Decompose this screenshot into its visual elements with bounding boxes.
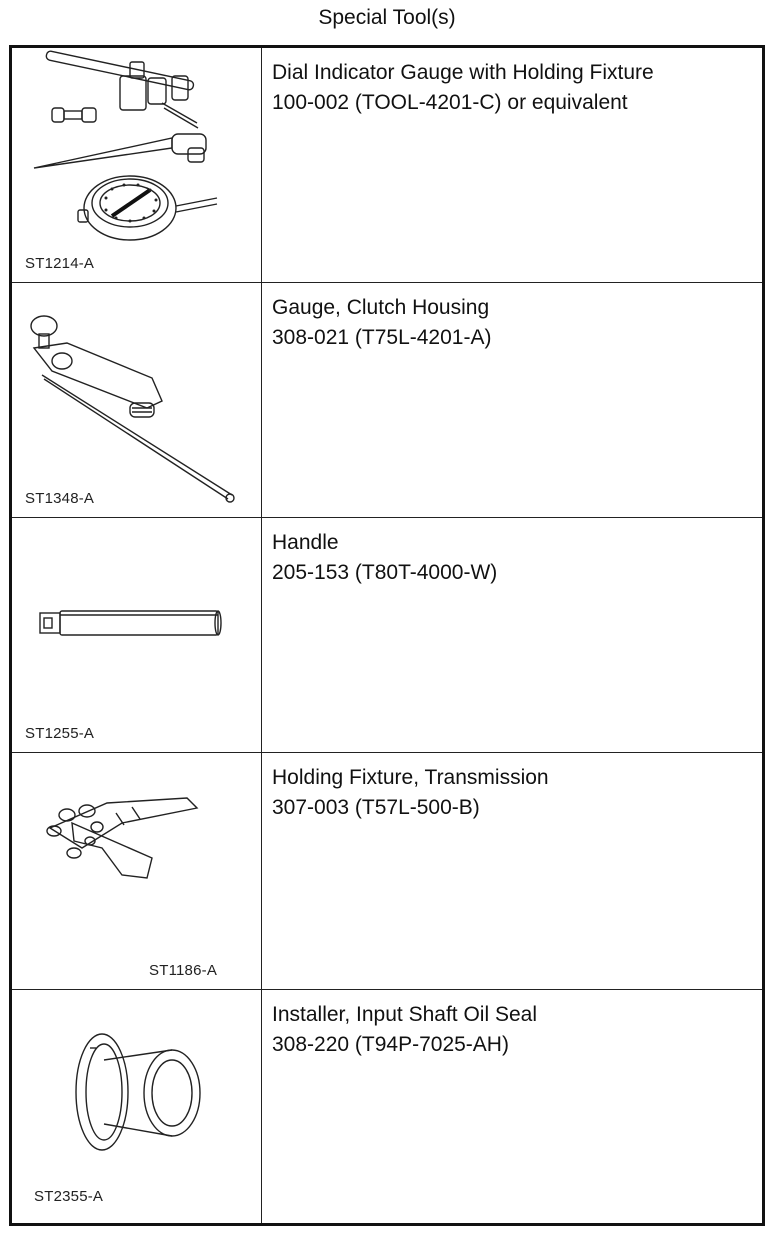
tool-name: Dial Indicator Gauge with Holding Fixture [272,61,654,84]
tool-description [272,293,752,353]
tool-name: Installer, Input Shaft Oil Seal [272,1003,537,1026]
tool-description [272,763,752,823]
table-row [12,753,762,990]
dial-indicator-gauge-icon [12,48,262,283]
tool-image-cell [12,48,262,282]
tool-name: Gauge, Clutch Housing [272,296,490,319]
tool-name: Handle [272,531,339,554]
tool-part-number: 308-021 (T75L-4201-A) [272,326,492,349]
table-row [12,283,762,518]
tool-part-number: 308-220 (T94P-7025-AH) [272,1033,509,1056]
tool-image-cell [12,753,262,989]
tool-description [272,1000,752,1060]
table-row [12,990,762,1223]
special-tools-table [9,45,765,1226]
tool-description [272,528,752,588]
handle-icon [12,518,262,753]
tool-part-number: 307-003 (T57L-500-B) [272,796,480,819]
tool-image-cell [12,518,262,752]
tool-description [272,58,752,118]
tool-image-code: ST1255-A [25,725,95,742]
tool-name: Holding Fixture, Transmission [272,766,549,789]
tool-image-code: ST1348-A [25,490,95,507]
tool-part-number: 205-153 (T80T-4000-W) [272,561,498,584]
tool-image-code: ST1186-A [149,962,218,979]
page-title: Special Tool(s) [318,6,456,29]
tool-image-cell [12,283,262,517]
table-row [12,48,762,283]
table-row [12,518,762,753]
tool-image-code: ST1214-A [25,255,95,272]
tool-image-code: ST2355-A [34,1188,104,1205]
transmission-holding-fixture-icon [12,753,262,990]
tool-part-number: 100-002 (TOOL-4201-C) or equivalent [272,91,628,114]
tool-image-cell [12,990,262,1223]
clutch-housing-gauge-icon [12,283,262,518]
